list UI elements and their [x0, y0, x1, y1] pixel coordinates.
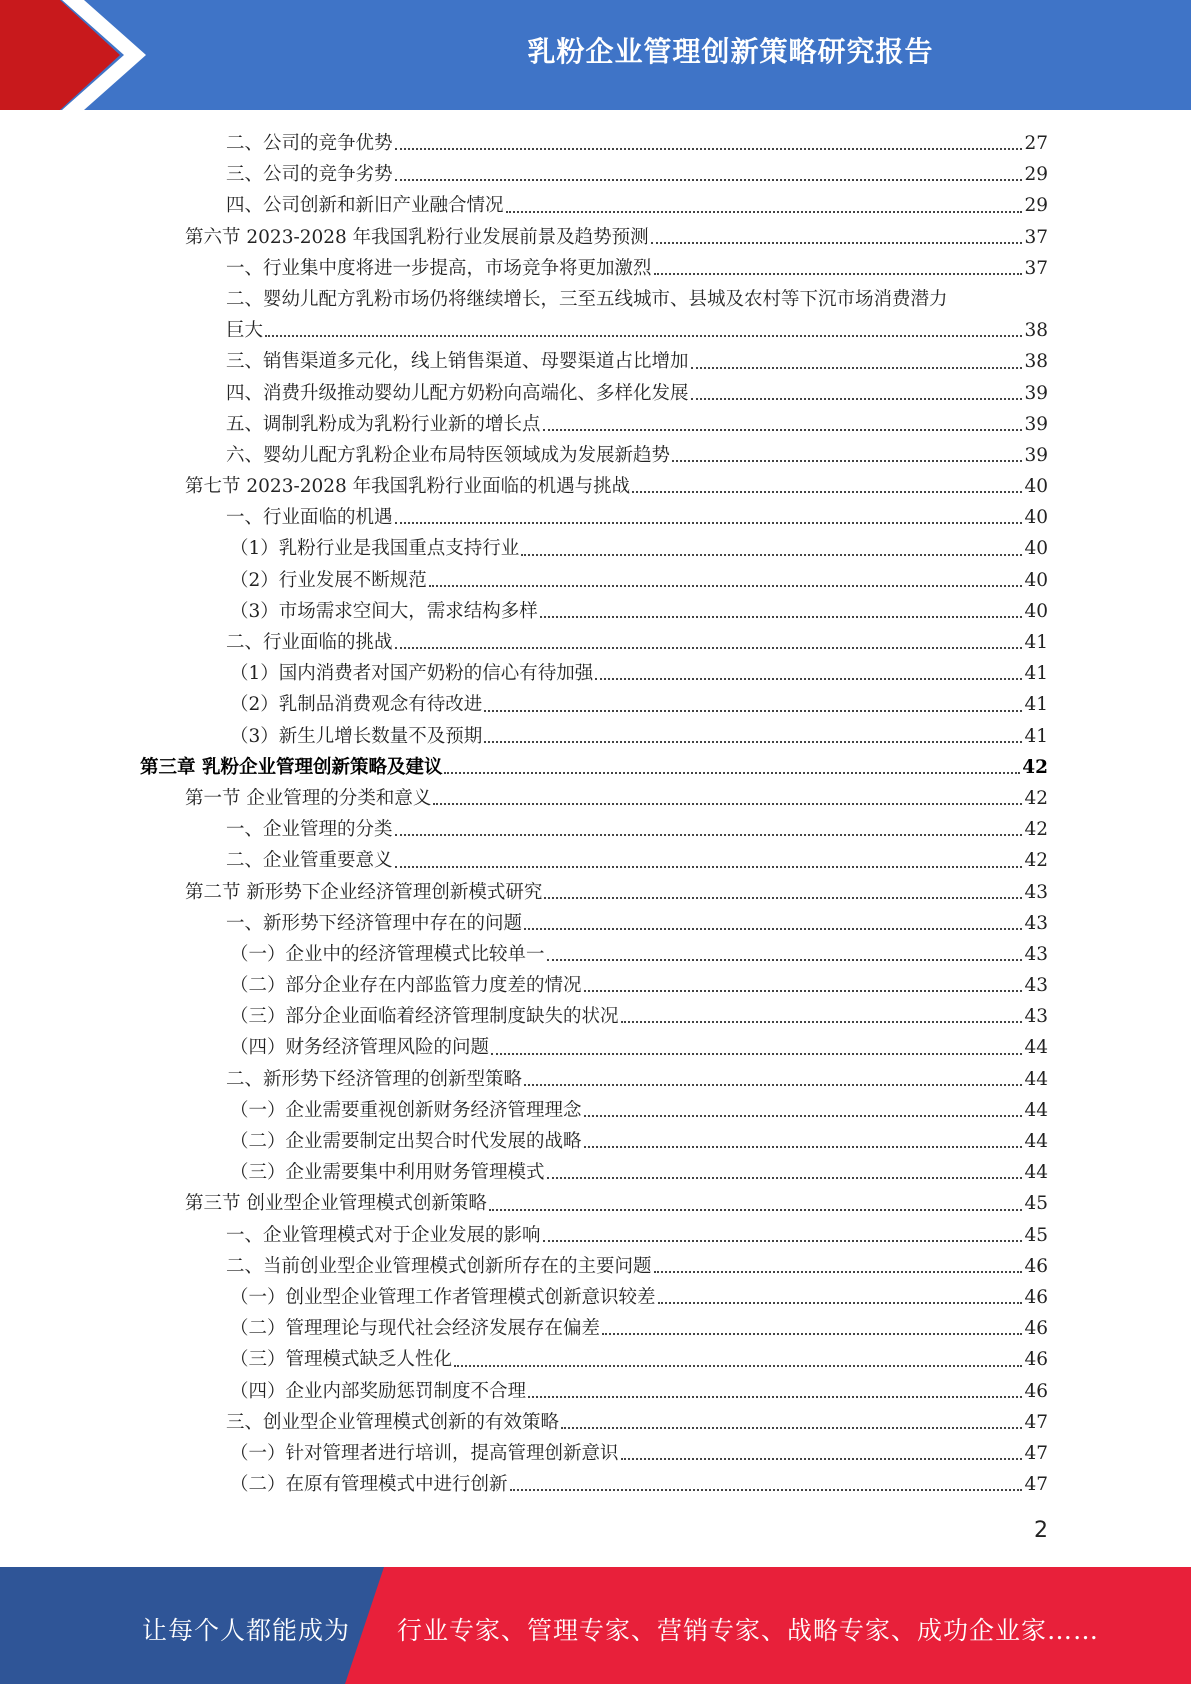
toc-entry-page: 42 [1024, 850, 1048, 872]
toc-entry-page: 41 [1024, 632, 1048, 653]
toc-entry[interactable] [140, 1001, 1048, 1032]
toc-entry-page: 42 [1024, 819, 1048, 841]
toc-dot-leader [489, 1209, 1023, 1211]
toc-entry-page: 29 [1024, 164, 1048, 186]
toc-entry-title: 六、婴幼儿配方乳粉企业布局特医领域成为发展新趋势 [226, 444, 671, 466]
toc-entry-page: 38 [1024, 320, 1048, 342]
toc-dot-leader [654, 273, 1023, 275]
toc-entry[interactable] [140, 471, 1048, 502]
toc-entry-page: 46 [1024, 1286, 1048, 1308]
toc-entry-title: （一）企业中的经济管理模式比较单一 [230, 943, 545, 965]
toc-entry-page: 44 [1024, 1037, 1048, 1059]
toc-dot-leader [654, 1271, 1023, 1273]
toc-entry[interactable] [140, 222, 1048, 253]
toc-dot-leader [584, 990, 1023, 992]
toc-dot-leader [691, 398, 1023, 400]
toc-entry-page: 45 [1024, 1224, 1048, 1246]
toc-entry[interactable] [140, 877, 1048, 908]
toc-dot-leader [651, 242, 1023, 244]
toc-entry-page: 46 [1024, 1318, 1048, 1340]
toc-entry-title: （一）创业型企业管理工作者管理模式创新意识较差 [230, 1286, 656, 1308]
toc-entry-title: 第三章 乳粉企业管理创新策略及建议 [140, 756, 443, 778]
toc-entry-title-cont: 巨大 [226, 320, 264, 342]
toc-entry-title: 二、当前创业型企业管理模式创新所存在的主要问题 [226, 1255, 652, 1277]
toc-dot-leader [547, 1177, 1023, 1179]
toc-entry-title: （三）部分企业面临着经济管理制度缺失的状况 [230, 1006, 619, 1028]
toc-entry-title: （二）管理理论与现代社会经济发展存在偏差 [230, 1318, 601, 1340]
toc-dot-leader [528, 1396, 1022, 1398]
toc-entry-title: （一）企业需要重视创新财务经济管理理念 [230, 1099, 582, 1121]
toc-dot-leader [547, 959, 1023, 961]
toc-entry-title: 一、新形势下经济管理中存在的问题 [226, 912, 523, 934]
toc-entry[interactable] [140, 658, 1048, 689]
toc-entry-title: （三）企业需要集中利用财务管理模式 [230, 1162, 545, 1184]
toc-entry[interactable] [140, 1032, 1048, 1063]
toc-entry-page: 43 [1024, 1006, 1048, 1028]
toc-dot-leader [484, 741, 1022, 743]
toc-entry-continuation [140, 315, 1048, 346]
toc-dot-leader [621, 1021, 1023, 1023]
toc-dot-leader [395, 148, 1023, 150]
toc-dot-leader [454, 1365, 1022, 1367]
toc-dot-leader [395, 522, 1023, 524]
toc-entry-title: （2）行业发展不断规范 [230, 569, 427, 591]
header-arrow-decoration [0, 0, 160, 110]
toc-dot-leader [484, 710, 1022, 712]
toc-entry-title: 五、调制乳粉成为乳粉行业新的增长点 [226, 413, 541, 435]
toc-entry[interactable] [140, 970, 1048, 1001]
toc-entry[interactable] [140, 1126, 1048, 1157]
toc-entry-title: 第七节 2023-2028 年我国乳粉行业面临的机遇与挑战 [185, 476, 631, 498]
toc-entry[interactable] [140, 1344, 1048, 1375]
toc-entry-page: 37 [1024, 257, 1048, 279]
toc-entry-title: 一、行业集中度将进一步提高，市场竞争将更加激烈 [226, 257, 652, 279]
toc-entry-title: 二、行业面临的挑战 [226, 632, 393, 653]
toc-entry-page: 41 [1024, 694, 1048, 716]
toc-entry-page: 44 [1024, 1162, 1048, 1184]
toc-entry[interactable] [140, 689, 1048, 720]
toc-entry-page: 43 [1024, 881, 1048, 903]
toc-entry-title: （1）乳粉行业是我国重点支持行业 [230, 538, 520, 560]
toc-entry[interactable] [140, 284, 1048, 346]
toc-entry-page: 41 [1024, 663, 1048, 685]
toc-entry[interactable] [140, 565, 1048, 596]
toc-entry[interactable] [140, 1282, 1048, 1313]
toc-entry-title: 二、婴幼儿配方乳粉市场仍将继续增长，三至五线城市、县城及农村等下沉市场消费潜力 [226, 288, 948, 310]
toc-entry-title: 三、创业型企业管理模式创新的有效策略 [226, 1411, 560, 1433]
toc-entry-page: 42 [1024, 787, 1048, 809]
toc-dot-leader [433, 803, 1022, 805]
toc-dot-leader [429, 585, 1023, 587]
toc-dot-leader [632, 491, 1022, 493]
toc-dot-leader [506, 211, 1023, 213]
toc-entry[interactable] [140, 128, 1048, 159]
toc-dot-leader [524, 928, 1022, 930]
footer-slogan-right: 行业专家、管理专家、营销专家、战略专家、成功企业家…… [397, 1616, 1100, 1645]
toc-entry-page: 46 [1024, 1255, 1048, 1277]
toc-dot-leader [444, 772, 1020, 774]
toc-entry-page: 47 [1024, 1442, 1048, 1464]
toc-entry-page: 43 [1024, 943, 1048, 965]
toc-entry-title: 一、行业面临的机遇 [226, 507, 393, 529]
toc-entry[interactable] [140, 159, 1048, 190]
toc-dot-leader [491, 1053, 1022, 1055]
toc-dot-leader [265, 335, 1022, 337]
toc-dot-leader [395, 647, 1023, 649]
toc-entry-title: （二）企业需要制定出契合时代发展的战略 [230, 1131, 582, 1152]
toc-entry[interactable] [140, 1313, 1048, 1344]
toc-entry[interactable] [140, 1157, 1048, 1188]
report-title: 乳粉企业管理创新策略研究报告 [527, 35, 934, 68]
toc-entry-title: （四）财务经济管理风险的问题 [230, 1037, 490, 1059]
toc-entry-page: 39 [1024, 444, 1048, 466]
toc-entry[interactable] [140, 1469, 1048, 1500]
toc-dot-leader [672, 460, 1022, 462]
toc-dot-leader [691, 367, 1023, 369]
toc-entry-title: （1）国内消费者对国产奶粉的信心有待加强 [230, 663, 594, 685]
toc-entry[interactable] [140, 908, 1048, 939]
toc-dot-leader [524, 1084, 1022, 1086]
toc-entry[interactable] [140, 409, 1048, 440]
toc-dot-leader [543, 429, 1023, 431]
toc-entry-title: （3）新生儿增长数量不及预期 [230, 725, 483, 747]
toc-entry-title: 二、新形势下经济管理的创新型策略 [226, 1068, 523, 1090]
toc-entry-page: 40 [1024, 569, 1048, 591]
toc-entry-title: 第一节 企业管理的分类和意义 [185, 787, 432, 809]
toc-entry-title: （一）针对管理者进行培训，提高管理创新意识 [230, 1442, 619, 1464]
toc-dot-leader [584, 1115, 1023, 1117]
toc-entry-page: 45 [1024, 1193, 1048, 1215]
toc-dot-leader [544, 897, 1022, 899]
toc-dot-leader [621, 1458, 1023, 1460]
toc-entry-page: 40 [1024, 476, 1048, 498]
toc-entry[interactable] [140, 1407, 1048, 1438]
toc-entry-page: 44 [1024, 1099, 1048, 1121]
toc-entry-title: 一、企业管理模式对于企业发展的影响 [226, 1224, 541, 1246]
toc-entry-page: 43 [1024, 975, 1048, 997]
toc-entry-page: 46 [1024, 1349, 1048, 1371]
toc-entry[interactable] [140, 440, 1048, 471]
toc-entry[interactable] [140, 627, 1048, 658]
toc-entry-page: 40 [1024, 538, 1048, 560]
toc-entry-page: 44 [1024, 1131, 1048, 1152]
toc-dot-leader [395, 866, 1023, 868]
toc-entry-title: 二、企业管重要意义 [226, 850, 393, 872]
toc-dot-leader [521, 554, 1022, 556]
toc-entry-page: 29 [1024, 195, 1048, 217]
toc-dot-leader [543, 1240, 1023, 1242]
toc-entry[interactable] [140, 533, 1048, 564]
table-of-contents [140, 128, 1048, 1500]
toc-entry[interactable] [140, 346, 1048, 377]
toc-entry[interactable] [140, 1251, 1048, 1282]
toc-entry-title: 第三节 创业型企业管理模式创新策略 [185, 1193, 487, 1215]
toc-entry-page: 39 [1024, 382, 1048, 404]
toc-entry-title: 第六节 2023-2028 年我国乳粉行业发展前景及趋势预测 [185, 226, 649, 248]
toc-entry-page: 37 [1024, 226, 1048, 248]
toc-entry[interactable] [140, 502, 1048, 533]
toc-entry[interactable] [140, 1095, 1048, 1126]
page-header [0, 0, 1191, 110]
toc-entry[interactable] [140, 190, 1048, 221]
toc-entry-title: 四、公司创新和新旧产业融合情况 [226, 195, 504, 217]
toc-entry-page: 43 [1024, 912, 1048, 934]
footer-slogan-left: 让每个人都能成为 [142, 1616, 351, 1645]
toc-dot-leader [561, 1427, 1022, 1429]
toc-entry-title: （四）企业内部奖励惩罚制度不合理 [230, 1380, 527, 1402]
toc-dot-leader [395, 179, 1023, 181]
toc-dot-leader [395, 834, 1023, 836]
toc-entry[interactable] [140, 253, 1048, 284]
toc-entry-title: 三、公司的竞争劣势 [226, 164, 393, 186]
toc-entry[interactable] [140, 845, 1048, 876]
toc-entry[interactable] [140, 814, 1048, 845]
toc-entry-title: 一、企业管理的分类 [226, 819, 393, 841]
toc-entry-page: 47 [1024, 1411, 1048, 1433]
toc-entry[interactable] [140, 939, 1048, 970]
toc-entry[interactable] [140, 1376, 1048, 1407]
toc-entry-page: 39 [1024, 413, 1048, 435]
toc-entry[interactable] [140, 783, 1048, 814]
toc-entry-title: 第二节 新形势下企业经济管理创新模式研究 [185, 881, 543, 903]
toc-entry-title: （3）市场需求空间大，需求结构多样 [230, 600, 538, 622]
toc-entry-page: 44 [1024, 1068, 1048, 1090]
toc-dot-leader [595, 678, 1022, 680]
toc-entry[interactable] [140, 1064, 1048, 1095]
toc-entry-page: 47 [1024, 1474, 1048, 1496]
toc-entry-page: 27 [1024, 132, 1048, 154]
toc-dot-leader [510, 1489, 1023, 1491]
toc-entry-title: 三、销售渠道多元化，线上销售渠道、母婴渠道占比增加 [226, 351, 689, 373]
toc-entry[interactable] [140, 596, 1048, 627]
toc-entry-page: 40 [1024, 507, 1048, 529]
toc-entry-page: 42 [1022, 756, 1048, 778]
toc-entry[interactable] [140, 1188, 1048, 1219]
toc-entry-title: 四、消费升级推动婴幼儿配方奶粉向高端化、多样化发展 [226, 382, 689, 404]
page-number: 2 [1034, 1518, 1048, 1543]
toc-entry[interactable] [140, 752, 1048, 783]
toc-entry[interactable] [140, 378, 1048, 409]
toc-dot-leader [540, 616, 1023, 618]
page-footer [0, 1567, 1191, 1684]
toc-entry[interactable] [140, 721, 1048, 752]
toc-entry-title: （二）在原有管理模式中进行创新 [230, 1474, 508, 1496]
toc-entry-page: 46 [1024, 1380, 1048, 1402]
toc-dot-leader [658, 1302, 1023, 1304]
toc-entry-title: 二、公司的竞争优势 [226, 132, 393, 154]
toc-entry-title: （三）管理模式缺乏人性化 [230, 1349, 453, 1371]
toc-dot-leader [584, 1146, 1023, 1148]
toc-entry-page: 38 [1024, 351, 1048, 373]
toc-entry[interactable] [140, 1438, 1048, 1469]
toc-entry-page: 40 [1024, 600, 1048, 622]
toc-entry-title: （二）部分企业存在内部监管力度差的情况 [230, 975, 582, 997]
toc-entry[interactable] [140, 1220, 1048, 1251]
toc-dot-leader [602, 1333, 1022, 1335]
toc-entry-title: （2）乳制品消费观念有待改进 [230, 694, 483, 716]
toc-entry-page: 41 [1024, 725, 1048, 747]
